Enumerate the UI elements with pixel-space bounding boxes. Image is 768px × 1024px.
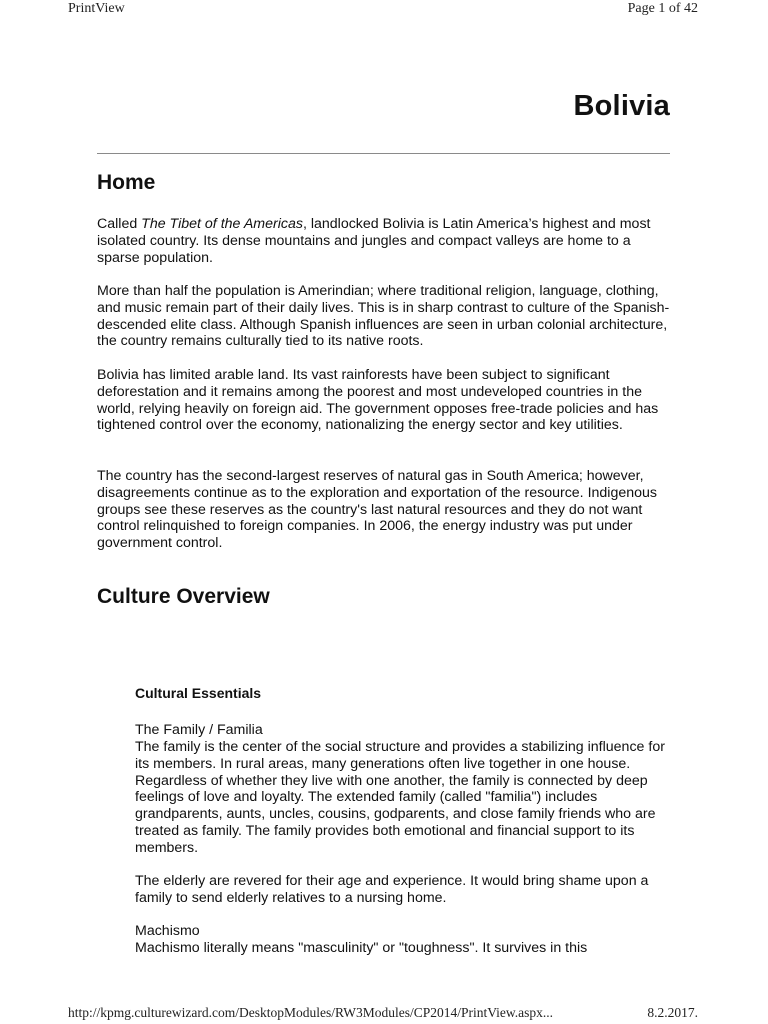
- culture-overview-heading: Culture Overview: [97, 585, 270, 608]
- cultural-essentials-heading: Cultural Essentials: [135, 685, 262, 701]
- home-paragraph-3: Bolivia has limited arable land. Its vast rainforests have been subject to significant deforestation and it remains among the poorest and most undeveloped countries in the world, relying heavily on foreign aid. The government opposes free-trade policies and has tightened control over the economy, nationalizing the energy sector and key utilities.: [97, 367, 659, 434]
- machismo-paragraph-1: Machismo literally means "masculinity" or "toughness". It survives in this: [135, 940, 588, 956]
- family-paragraph-2: The elderly are revered for their age and experience. It would bring shame upon a family to send elderly relatives to a nursing home.: [135, 873, 649, 906]
- p1-italic-phrase: The Tibet of the Americas: [141, 216, 303, 232]
- home-paragraph-4: The country has the second-largest reserves of natural gas in South America; however, disagreements continue as to the exploration and exportation of the resource. Indigenous groups see these reserves as the country's last natural resources and they do not want control relinquished to foreign companies. In 2006, the energy industry was put under government control.: [97, 468, 657, 552]
- print-view-label: PrintView: [68, 1, 125, 16]
- print-header: [68, 1, 698, 17]
- footer-url: http://kpmg.culturewizard.com/DesktopModules/RW3Modules/CP2014/PrintView.aspx...: [68, 1005, 554, 1020]
- family-paragraph-1: The family is the center of the social structure and provides a stabilizing influence for its members. In rural areas, many generations often live together in one house. Regardless of whether they live with one another, the family is connected by deep feelings of love and loyalty. The extended family (called "familia") includes grandparents, aunts, uncles, cousins, godparents, and close family friends who are treated as family. The family provides both emotional and financial support to its members.: [135, 739, 665, 856]
- print-footer: [68, 1005, 698, 1021]
- p1-prefix: Called: [97, 216, 142, 232]
- footer-date: 8.2.2017.: [647, 1005, 698, 1020]
- home-heading: Home: [97, 171, 156, 194]
- machismo-heading: Machismo: [135, 923, 200, 939]
- p1-suffix: , landlocked Bolivia is Latin America’s highest and most isolated country. Its dense mountains and jungles and compact valleys are home to a sparse population.: [97, 216, 651, 266]
- home-paragraph-1: [97, 216, 677, 266]
- family-heading: The Family / Familia: [135, 722, 263, 738]
- home-paragraph-2: More than half the population is Amerindian; where traditional religion, language, clothing, and music remain part of their daily lives. This is in sharp contrast to culture of the Spanish-descended elite class. Although Spanish influences are seen in urban colonial architecture, the country remains culturally tied to its native roots.: [97, 283, 670, 350]
- page-counter: Page 1 of 42: [627, 1, 698, 16]
- document-title: Bolivia: [573, 90, 670, 122]
- title-divider: [97, 153, 670, 154]
